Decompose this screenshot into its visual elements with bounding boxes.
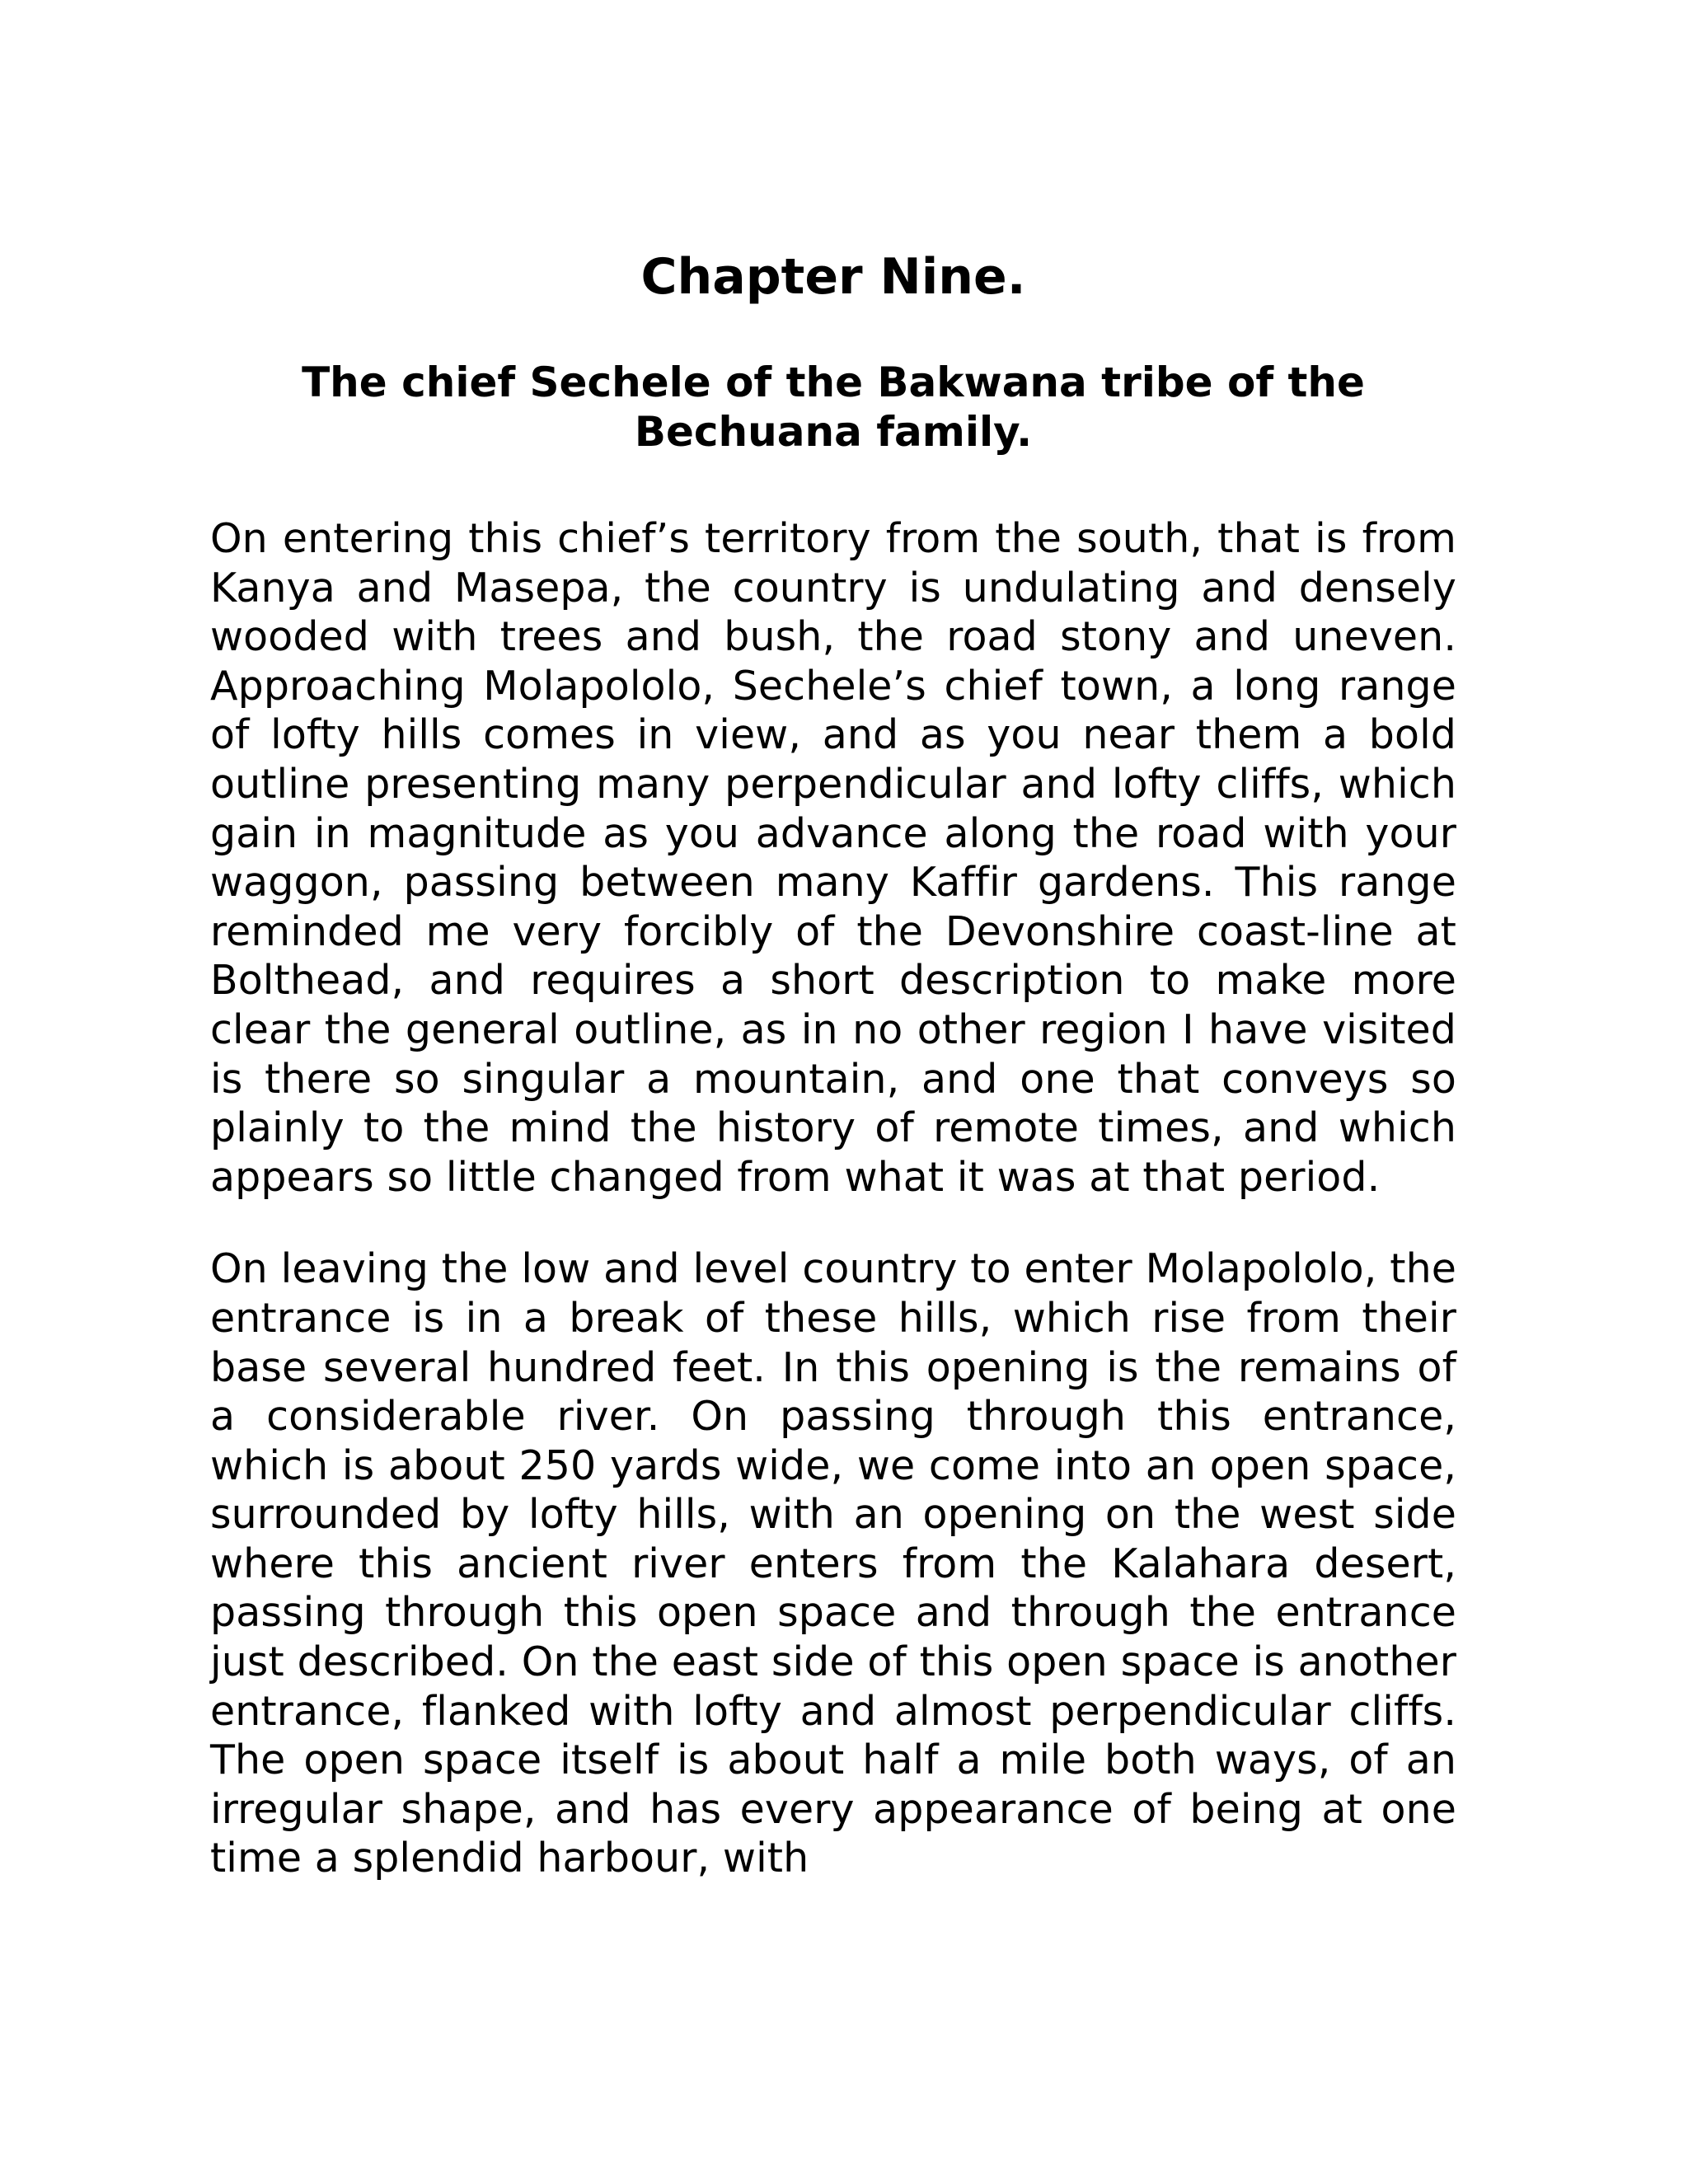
body-paragraph-2: On leaving the low and level country to enter Molapololo, the entrance is in a break of these hills, which rise from their base several hundred feet. In this opening is the remains of a considerable river. On passing through this entrance, which is about 250 yards wide, we come into an open space, surrounded by lofty hills, with an opening on the west side where this ancient river enters from the Kalahara desert, passing through this open space and through the entrance just described. On the east side of this open space is another entrance, flanked with lofty and almost perpendicular cliffs. The open space itself is about half a mile both ways, of an irregular shape, and has every appearance of being at one time a splendid harbour, with (210, 1245, 1456, 1882)
chapter-subtitle: The chief Sechele of the Bakwana tribe of the Bechuana family. (302, 359, 1365, 456)
chapter-title: Chapter Nine. (640, 248, 1026, 306)
book-page (210, 247, 1456, 1883)
body-paragraph-1: On entering this chief’s territory from the south, that is from Kanya and Masepa, the country is undulating and densely wooded with trees and bush, the road stony and uneven. Approaching Molapololo, Sechele’s chief town, a long range of lofty hills comes in view, and as you near them a bold outline presenting many perpendicular and lofty cliffs, which gain in magnitude as you advance along the road with your waggon, passing between many Kaffir gardens. This range reminded me very forcibly of the Devonshire coast-line at Bolthead, and requires a short description to make more clear the general outline, as in no other region I have visited is there so singular a mountain, and one that conveys so plainly to the mind the history of remote times, and which appears so little changed from what it was at that period. (210, 515, 1456, 1201)
